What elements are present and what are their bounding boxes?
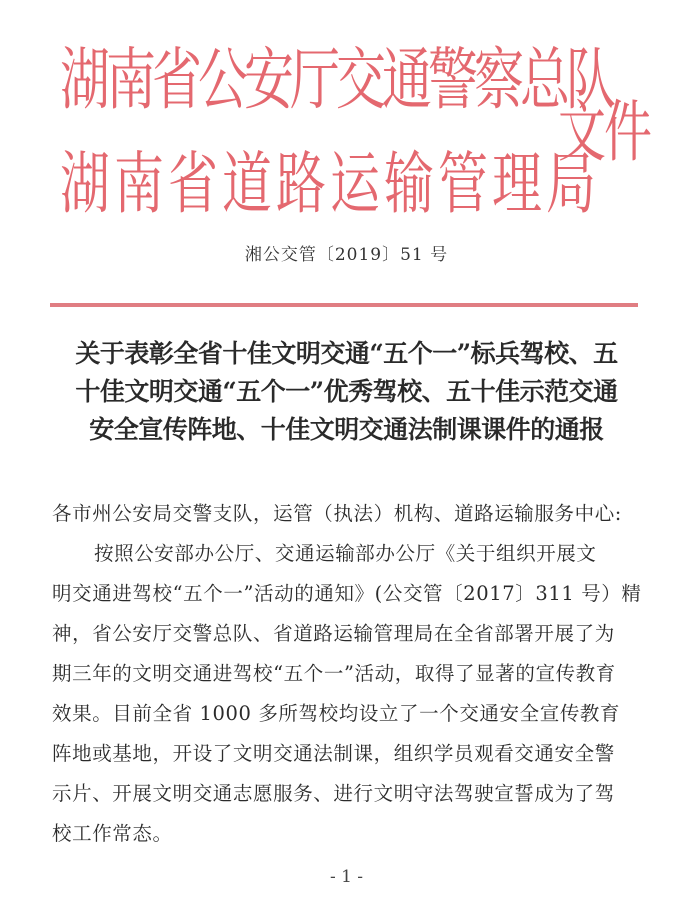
paragraph-line: 效果。目前全省 1000 多所驾校均设立了一个交通安全宣传教育: [52, 702, 621, 725]
page-number: - 1 -: [329, 867, 364, 887]
paragraph-line: 阵地或基地，开设了文明交通法制课，组织学员观看交通安全警: [52, 742, 615, 765]
salutation: 各市州公安局交警支队，运管（执法）机构、道路运输服务中心:: [52, 502, 622, 525]
title-line: 安全宣传阵地、十佳文明交通法制课课件的通报: [89, 415, 604, 444]
paragraph-line: 按照公安部办公厅、交通运输部办公厅《关于组织开展文: [94, 542, 597, 565]
title-line: 关于表彰全省十佳文明交通“五个一”标兵驾校、五: [75, 339, 618, 368]
issuing-org-traffic-police: 湖南省公安厅交通警察总队: [60, 40, 612, 120]
document-number: 湘公交管〔2019〕51 号: [244, 245, 449, 265]
issuing-org-road-transport: 湖南省道路运输管理局: [60, 144, 600, 224]
document-label: 文件: [558, 93, 651, 172]
document-body: [52, 494, 652, 854]
paragraph-line: 示片、开展文明交通志愿服务、进行文明守法驾驶宣誓成为了驾: [52, 782, 615, 805]
paragraph-line: 校工作常态。: [52, 822, 173, 845]
document-title: [44, 335, 649, 449]
paragraph-line: 神，省公安厅交警总队、省道路运输管理局在全省部署开展了为: [52, 622, 615, 645]
title-line: 十佳文明交通“五个一”优秀驾校、五十佳示范交通: [75, 377, 618, 406]
paragraph-line: 明交通进驾校“五个一”活动的通知》(公交管〔2017〕311 号）精: [52, 582, 642, 605]
paragraph-line: 期三年的文明交通进驾校“五个一”活动，取得了显著的宣传教育: [52, 662, 616, 685]
document-header: [0, 0, 693, 230]
red-divider: [50, 303, 638, 307]
